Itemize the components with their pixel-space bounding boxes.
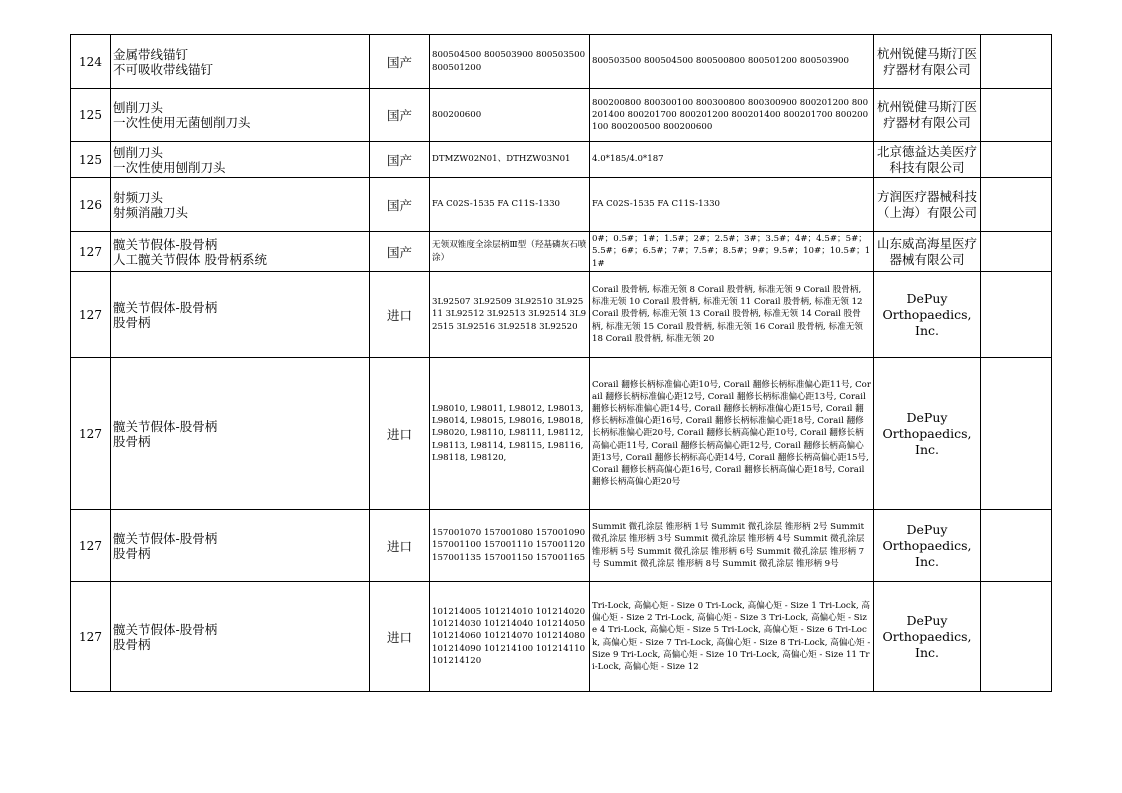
row-number: 124 (71, 35, 111, 89)
product-category: 射频刀头 (113, 189, 164, 205)
table-row (71, 142, 1052, 178)
row-number: 127 (71, 358, 111, 510)
manufacturer: 方润医疗器械科技（上海）有限公司 (874, 178, 981, 232)
table-row (71, 358, 1052, 510)
table-row (71, 35, 1052, 89)
model-list: 4.0*185/4.0*187 (590, 142, 874, 178)
manufacturer: 杭州锐健马斯汀医疗器材有限公司 (874, 89, 981, 142)
manufacturer: DePuy Orthopaedics, Inc. (874, 510, 981, 582)
origin: 进口 (370, 272, 430, 358)
product-category: 髋关节假体-股骨柄 (113, 418, 218, 434)
product-name (111, 272, 370, 358)
specification: FA C02S-1535 FA C11S-1330 (430, 178, 590, 232)
product-category: 髋关节假体-股骨柄 (113, 530, 218, 546)
product-registered-name: 一次性使用无菌刨削刀头 (113, 115, 251, 130)
specification: DTMZW02N01、DTHZW03N01 (430, 142, 590, 178)
device-table (70, 34, 1052, 692)
row-number: 127 (71, 582, 111, 692)
row-number: 125 (71, 89, 111, 142)
product-category: 刨削刀头 (113, 144, 164, 160)
row-number: 126 (71, 178, 111, 232)
manufacturer: 山东威高海星医疗器械有限公司 (874, 232, 981, 272)
specification: 3L92507 3L92509 3L92510 3L92511 3L92512 3L92513 3L92514 3L92515 3L92516 3L92518 3L92520 (430, 272, 590, 358)
specification: 101214005 101214010 101214020 101214030 101214040 101214050 101214060 101214070 101214080 101214090 101214100 101214110 101214120 (430, 582, 590, 692)
product-category: 髋关节假体-股骨柄 (113, 236, 218, 252)
model-list: 800503500 800504500 800500800 800501200 800503900 (590, 35, 874, 89)
model-list: 0#；0.5#；1#；1.5#；2#；2.5#；3#；3.5#；4#；4.5#；5#；5.5#；6#；6.5#；7#；7.5#；8.5#；9#；9.5#；10#；10.5#；11# (590, 232, 874, 272)
product-category: 刨削刀头 (113, 100, 164, 115)
model-list: Summit 微孔涂层 锥形柄 1号 Summit 微孔涂层 锥形柄 2号 Summit 微孔涂层 锥形柄 3号 Summit 微孔涂层 锥形柄 4号 Summit 微孔涂层 锥形柄 5号 Summit 微孔涂层 锥形柄 6号 Summit 微孔涂层 锥形柄 7号 Summit 微孔涂层 锥形柄 8号 Summit 微孔涂层 锥形柄 9号 (590, 510, 874, 582)
product-registered-name: 股骨柄 (113, 433, 151, 449)
product-name (111, 232, 370, 272)
product-registered-name: 人工髋关节假体 股骨柄系统 (113, 251, 267, 267)
model-list: FA C02S-1535 FA C11S-1330 (590, 178, 874, 232)
manufacturer: DePuy Orthopaedics, Inc. (874, 582, 981, 692)
product-name (111, 358, 370, 510)
manufacturer: DePuy Orthopaedics, Inc. (874, 358, 981, 510)
model-list: Tri-Lock, 高偏心矩 - Size 0 Tri-Lock, 高偏心矩 - Size 1 Tri-Lock, 高偏心矩 - Size 2 Tri-Lock, 高偏心矩 - Size 3 Tri-Lock, 高偏心矩 - Size 4 Tri-Lock, 高偏心矩 - Size 5 Tri-Lock, 高偏心矩 - Size 6 Tri-Lock, 高偏心矩 - Size 7 Tri-Lock, 高偏心矩 - Size 8 Tri-Lock, 高偏心矩 - Size 9 Tri-Lock, 高偏心矩 - Size 10 Tri-Lock, 高偏心矩 - Size 11 Tri-Lock, 高偏心矩 - Size 12 (590, 582, 874, 692)
product-name (111, 89, 370, 142)
specification: 800504500 800503900 800503500 800501200 (430, 35, 590, 89)
table-body (71, 35, 1052, 692)
manufacturer: 杭州锐健马斯汀医疗器材有限公司 (874, 35, 981, 89)
remarks-cell (981, 142, 1052, 178)
origin: 国产 (370, 232, 430, 272)
specification: 800200600 (430, 89, 590, 142)
product-registered-name: 一次性使用刨削刀头 (113, 159, 226, 175)
product-registered-name: 不可吸收带线锚钉 (113, 61, 214, 77)
remarks-cell (981, 178, 1052, 232)
origin: 进口 (370, 358, 430, 510)
remarks-cell (981, 582, 1052, 692)
product-category: 髋关节假体-股骨柄 (113, 299, 218, 315)
manufacturer: DePuy Orthopaedics, Inc. (874, 272, 981, 358)
table-row (71, 272, 1052, 358)
model-list: 800200800 800300100 800300800 800300900 800201200 800201400 800201700 800201200 800201400 800201700 800200100 800200500 800200600 (590, 89, 874, 142)
product-name (111, 142, 370, 178)
row-number: 127 (71, 510, 111, 582)
row-number: 127 (71, 272, 111, 358)
origin: 国产 (370, 35, 430, 89)
remarks-cell (981, 272, 1052, 358)
product-name (111, 582, 370, 692)
remarks-cell (981, 232, 1052, 272)
remarks-cell (981, 358, 1052, 510)
origin: 进口 (370, 510, 430, 582)
remarks-cell (981, 510, 1052, 582)
table-row (71, 232, 1052, 272)
product-registered-name: 股骨柄 (113, 545, 151, 561)
specification: L98010, L98011, L98012, L98013, L98014, L98015, L98016, L98018, L98020, L98110, L98111, L98112, L98113, L98114, L98115, L98116, L98118, L98120, (430, 358, 590, 510)
remarks-cell (981, 89, 1052, 142)
product-registered-name: 股骨柄 (113, 314, 151, 330)
table-row (71, 582, 1052, 692)
product-category: 金属带线锚钉 (113, 46, 189, 62)
product-name (111, 178, 370, 232)
origin: 国产 (370, 178, 430, 232)
product-category: 髋关节假体-股骨柄 (113, 621, 218, 637)
model-list: Corail 股骨柄, 标准无领 8 Corail 股骨柄, 标准无领 9 Corail 股骨柄, 标准无领 10 Corail 股骨柄, 标准无领 11 Corail 股骨柄, 标准无领 12 Corail 股骨柄, 标准无领 13 Corail 股骨柄, 标准无领 14 Corail 股骨柄, 标准无领 15 Corail 股骨柄, 标准无领 16 Corail 股骨柄, 标准无领 18 Corail 股骨柄, 标准无领 20 (590, 272, 874, 358)
table-row (71, 178, 1052, 232)
specification: 157001070 157001080 157001090 157001100 157001110 157001120 157001135 157001150 157001165 (430, 510, 590, 582)
row-number: 125 (71, 142, 111, 178)
table-row (71, 510, 1052, 582)
model-list: Corail 翻修长柄标准偏心距10号, Corail 翻修长柄标准偏心距11号, Corail 翻修长柄标准偏心距12号, Corail 翻修长柄标准偏心距13号, Corail 翻修长柄标准偏心距14号, Corail 翻修长柄标准偏心距15号, Corail 翻修长柄标准偏心距16号, Corail 翻修长柄标准偏心距18号, Corail 翻修长柄标准偏心距20号, Corail 翻修长柄高偏心距10号, Corail 翻修长柄高偏心距11号, Corail 翻修长柄高偏心距12号, Corail 翻修长柄高偏心距13号, Corail 翻修长柄标高心距14号, Corail 翻修长柄高偏心距15号, Corail 翻修长柄高偏心距16号, Corail 翻修长柄高偏心距18号, Corail 翻修长柄高偏心距20号 (590, 358, 874, 510)
specification: 无领双锥度全涂层柄Ⅲ型（羟基磷灰石喷涂） (430, 232, 590, 272)
product-name (111, 35, 370, 89)
product-name (111, 510, 370, 582)
origin: 进口 (370, 582, 430, 692)
row-number: 127 (71, 232, 111, 272)
product-registered-name: 射频消融刀头 (113, 204, 189, 220)
table-row (71, 89, 1052, 142)
product-registered-name: 股骨柄 (113, 636, 151, 652)
remarks-cell (981, 35, 1052, 89)
manufacturer: 北京德益达美医疗科技有限公司 (874, 142, 981, 178)
origin: 国产 (370, 89, 430, 142)
origin: 国产 (370, 142, 430, 178)
